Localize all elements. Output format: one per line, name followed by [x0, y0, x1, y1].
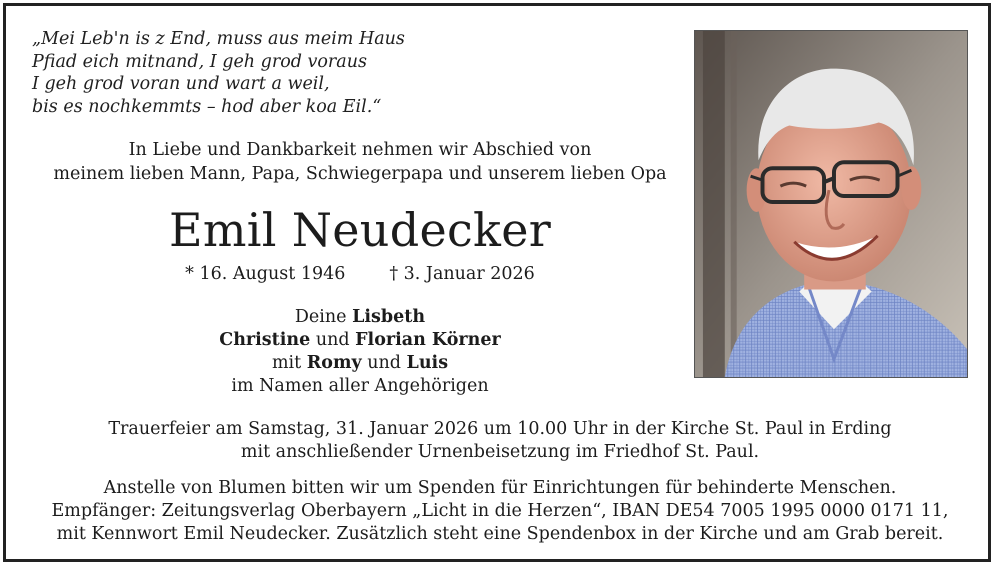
mourner-name: Lisbeth	[352, 307, 426, 327]
mourner-name: Romy	[306, 353, 362, 373]
intro-line: In Liebe und Dankbarkeit nehmen wir Abschied von	[128, 140, 592, 160]
birth-date: * 16. August 1946	[185, 264, 346, 284]
mourners	[40, 306, 680, 398]
service-line: mit anschließender Urnenbeisetzung im Friedhof St. Paul.	[240, 442, 760, 462]
poem-line: bis es nochkemmts – hod aber koa Eil.“	[32, 96, 382, 117]
mourner-name: Florian Körner	[355, 330, 501, 350]
service-line: Trauerfeier am Samstag, 31. Januar 2026 um 10.00 Uhr in der Kirche St. Paul in Erding	[108, 419, 892, 439]
poem-line: Pfiad eich mitnand, I geh grod voraus	[32, 51, 367, 72]
mourner-line	[40, 352, 680, 375]
poem	[32, 28, 405, 118]
mourner-line	[40, 306, 680, 329]
mourner-text: und	[361, 353, 407, 373]
donation-info	[20, 477, 980, 546]
mourner-text: und	[310, 330, 356, 350]
deceased-name: Emil Neudecker	[168, 203, 552, 257]
donation-line: Empfänger: Zeitungsverlag Oberbayern „Licht in die Herzen“, IBAN DE54 7005 1995 0000 0171 11,	[51, 501, 949, 521]
death-date: † 3. Januar 2026	[389, 264, 535, 284]
service-info	[20, 418, 980, 464]
life-dates	[40, 262, 680, 286]
mourner-text: Deine	[294, 307, 353, 327]
portrait-photo	[694, 30, 968, 378]
poem-line: „Mei Leb'n is z End, muss aus meim Haus	[32, 29, 405, 49]
intro-text	[40, 138, 680, 186]
donation-line: mit Kennwort Emil Neudecker. Zusätzlich steht eine Spendenbox in der Kirche und am Grab bereit.	[56, 524, 944, 544]
donation-line: Anstelle von Blumen bitten wir um Spenden für Einrichtungen für behinderte Menschen.	[103, 478, 897, 498]
portrait-image	[695, 31, 967, 377]
intro-line: meinem lieben Mann, Papa, Schwiegerpapa und unserem lieben Opa	[53, 164, 667, 184]
mourner-line: im Namen aller Angehörigen	[231, 376, 489, 396]
mourner-name: Christine	[219, 330, 311, 350]
mourner-name: Luis	[406, 353, 449, 373]
poem-line: I geh grod voran und wart a weil,	[32, 74, 330, 94]
mourner-line	[40, 329, 680, 352]
mourner-text: mit	[271, 353, 307, 373]
